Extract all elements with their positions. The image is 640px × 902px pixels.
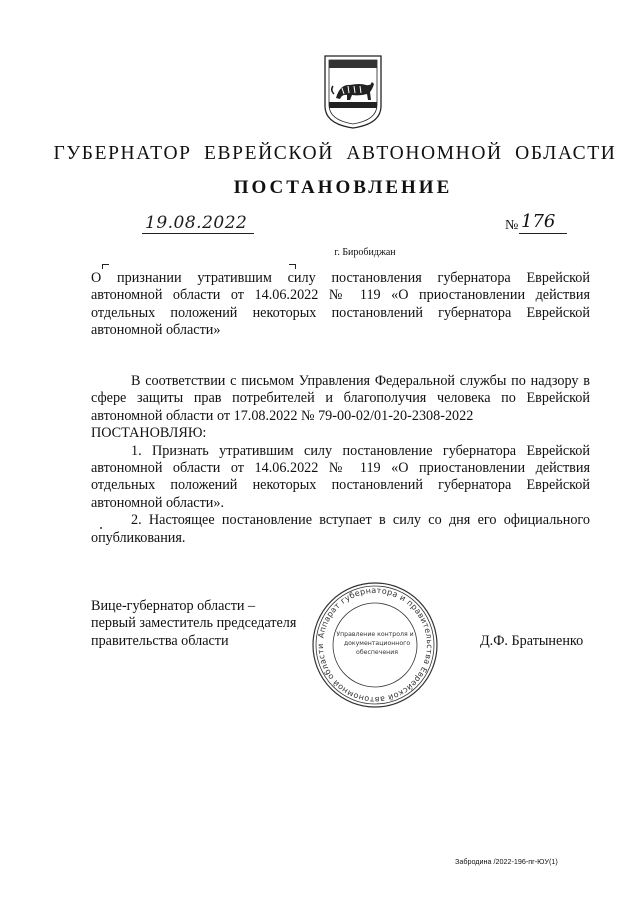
subject-corner-right [289, 264, 296, 269]
scan-speck [100, 527, 102, 529]
decree-item-2: 2. Настоящее постановление вступает в силу со дня его официального опубликования. [91, 512, 590, 546]
number-underline [519, 233, 567, 234]
city-label: г. Биробиджан [334, 247, 396, 258]
decree-item-1: 1. Признать утратившим силу постановление губернатора Еврейской автономной области от 14.06.2022 № 119 «О приостановлении действия отдельных положений некоторых постановлений губернатора Еврейской автономной области». [91, 442, 590, 511]
date-handwritten: 19.08.2022 [145, 213, 248, 233]
document-type-title: ПОСТАНОВЛЕНИЕ [233, 177, 453, 198]
stamp-inner-line: документационного [343, 640, 411, 647]
authority-title: ГУБЕРНАТОР ЕВРЕЙСКОЙ АВТОНОМНОЙ ОБЛАСТИ [53, 143, 617, 164]
official-stamp [310, 580, 440, 710]
signatory-name: Д.Ф. Братыненко [480, 633, 584, 649]
signatory-position-line: первый заместитель председателя [91, 615, 297, 632]
signatory-position [91, 598, 296, 650]
document-number: 176 [521, 211, 556, 232]
document-subject: О признании утратившим силу постановления губернатора Еврейской автономной области от 14.06.2022 № 119 «О приостановлении действия отдельных положений некоторых постановлений губернатора Еврейской автономной области» [91, 270, 590, 339]
document-body [91, 373, 590, 547]
stamp-inner-line: Управление контроля и [336, 631, 414, 638]
body-intro: В соответствии с письмом Управления Федеральной службы по надзору в сфере защиты прав потребителей и благополучия человека по Еврейской автономной области от 17.08.2022 № 79-00-02/01-20-2308-2022 [91, 373, 590, 424]
stamp-outer-text: Аппарат губернатора и правительства Еврейской автономной области [315, 585, 435, 705]
date-underline [142, 233, 254, 234]
subject-corner-left [102, 264, 109, 269]
stamp-inner-line: обеспечения [356, 649, 398, 656]
number-label: № [505, 218, 519, 233]
signatory-position-line: правительства области [91, 632, 229, 649]
coat-of-arms-tiger-icon [322, 54, 384, 130]
decree-word: ПОСТАНОВЛЯЮ: [91, 425, 207, 442]
document-footer-code: Забродина /2022-196-пг-ЮУ(1) [455, 857, 558, 866]
signatory-position-line: Вице-губернатор области – [91, 598, 256, 614]
